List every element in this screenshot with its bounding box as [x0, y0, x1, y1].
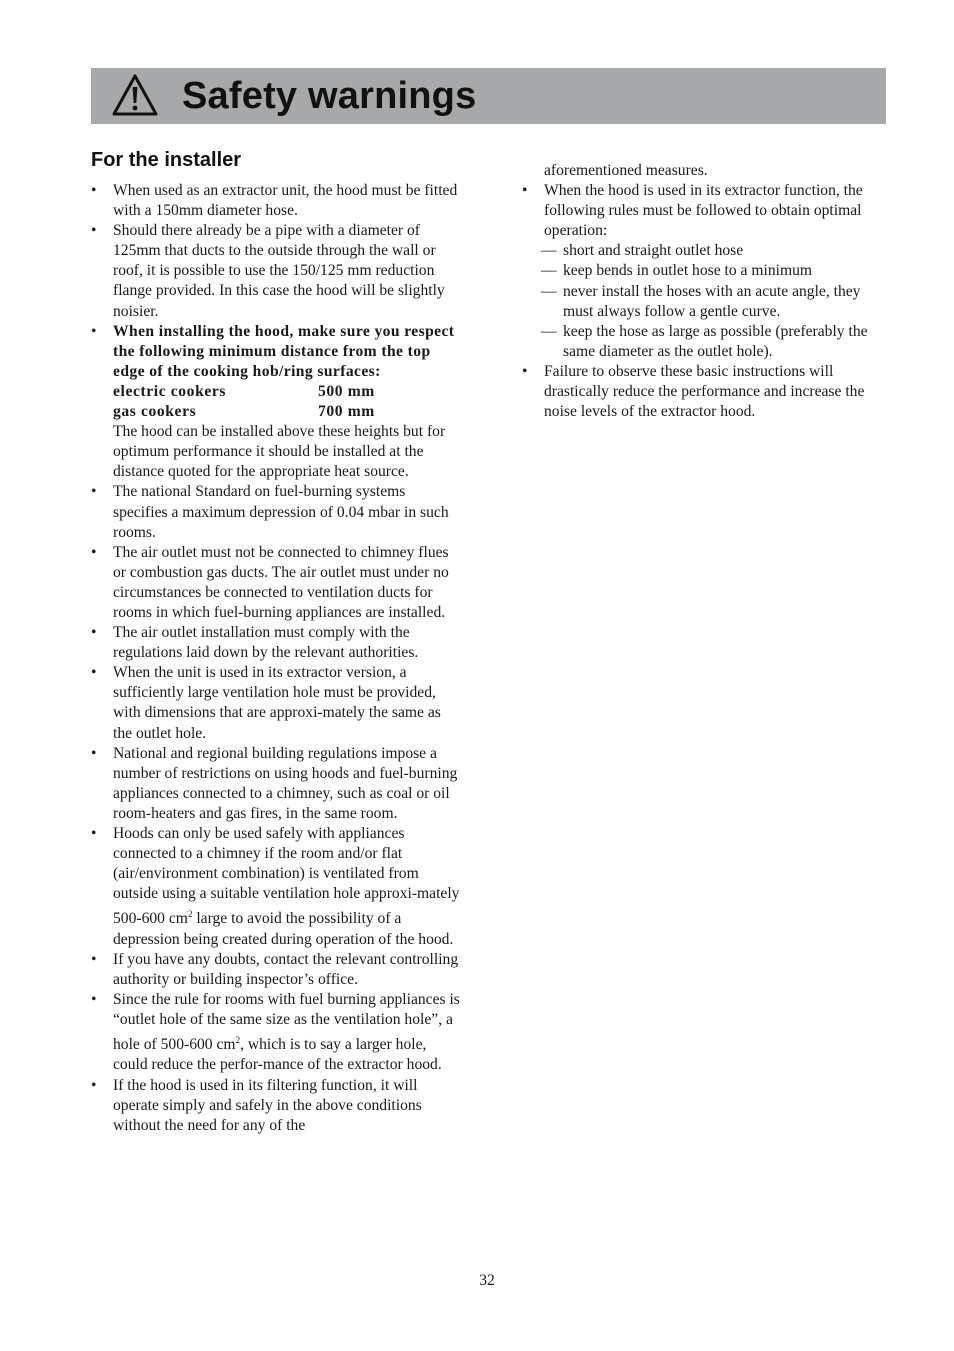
list-item — [91, 1076, 461, 1136]
list-item — [91, 990, 461, 1076]
list-item-text: Hoods can only be used safely with appliances connected to a chimney if the room and/or flat (air/environment combination) is ventilated from outside using a suitable ventilation hole approxi-mately 500-600 cm — [113, 825, 460, 928]
page-title: Safety warnings — [182, 75, 477, 117]
dash-mark: — — [541, 262, 557, 280]
dash-item — [522, 322, 894, 362]
list-item — [91, 744, 461, 824]
list-item-text: The national Standard on fuel-burning systems specifies a maximum depression of 0.04 mbar in such rooms. — [113, 483, 449, 541]
warning-triangle-icon — [111, 73, 159, 117]
distance-label: gas cookers — [113, 403, 197, 421]
list-item-text: When used as an extractor unit, the hood must be fitted with a 150mm diameter hose. — [113, 182, 458, 220]
list-item-text: The air outlet must not be connected to chimney flues or combustion gas ducts. The air outlet must under no circumstances be connected to ventilation ducts for rooms in which fuel-burning appliances are installed. — [113, 543, 449, 621]
list-item-text: Should there already be a pipe with a diameter of 125mm that ducts to the outside through the wall or roof, it is possible to use the 150/125 mm reduction flange provided. In this case the hood will be slightly noisier. — [113, 222, 445, 320]
list-item — [522, 181, 894, 241]
distance-value: 700 mm — [318, 403, 375, 421]
left-column — [91, 181, 461, 1136]
dash-mark: — — [541, 282, 557, 300]
dash-item — [522, 282, 894, 322]
list-item — [91, 663, 461, 743]
list-item — [91, 482, 461, 542]
section-heading: For the installer — [91, 149, 242, 171]
list-item-text: Failure to observe these basic instructions will drastically reduce the performance and increase the noise levels of the extractor hood. — [544, 362, 865, 421]
distance-label: electric cookers — [113, 382, 227, 400]
list-item-text: If you have any doubts, contact the relevant controlling authority or building inspector’s office. — [113, 950, 459, 988]
distance-instruction: • When installing the hood, make sure you respect the following minimum distance from the top edge of the cooking hob/ring surfaces: — [113, 322, 455, 380]
list-item — [91, 824, 461, 950]
distance-value: 500 mm — [318, 382, 375, 400]
list-item — [91, 623, 461, 663]
list-item-text: large to avoid the possibility of a depression being created during operation of the hood. — [113, 910, 454, 948]
list-item — [91, 950, 461, 990]
list-item-text: Since the rule for rooms with fuel burning appliances is “outlet hole of the same size as the ventilation hole”, a hole of 500-600 cm — [113, 990, 460, 1054]
dash-item-text: short and straight outlet hose — [563, 242, 744, 260]
list-item-text: When the unit is used in its extractor version, a sufficiently large ventilation hole must be provided, with dimensions that are approxi-mately the same as the outlet hole. — [113, 664, 441, 742]
list-item-text: The air outlet installation must comply with the regulations laid down by the relevant authorities. — [113, 624, 419, 662]
list-item-distance — [91, 322, 461, 483]
list-item-text: If the hood is used in its filtering function, it will operate simply and safely in the above conditions without the need for any of the — [113, 1076, 422, 1134]
right-column — [522, 161, 894, 422]
list-item — [522, 362, 894, 422]
distance-row-gas — [113, 402, 461, 422]
section-title-banner — [91, 68, 886, 124]
list-item-text: National and regional building regulations impose a number of restrictions on using hoods and fuel-burning appliances connected to a chimney, such as coal or oil room-heaters and gas fires, in the same room. — [113, 744, 458, 822]
distance-note: The hood can be installed above these heights but for optimum performance it should be installed at the distance quoted for the appropriate heat source. — [113, 423, 446, 481]
page-number: 32 — [479, 1272, 495, 1289]
superscript: 2 — [187, 909, 193, 920]
superscript: 2 — [235, 1035, 241, 1046]
dash-mark: — — [541, 322, 557, 340]
list-item — [91, 543, 461, 623]
distance-row-electric — [113, 382, 461, 402]
list-item-text: When the hood is used in its extractor function, the following rules must be followed to obtain optimal operation: — [544, 182, 863, 240]
list-item — [91, 181, 461, 221]
dash-item-text: keep bends in outlet hose to a minimum — [563, 262, 813, 280]
dash-mark: — — [541, 242, 557, 260]
list-item — [91, 221, 461, 321]
dash-item — [522, 241, 894, 261]
dash-item-text: keep the hose as large as possible (preferably the same diameter as the outlet hole). — [563, 322, 868, 360]
dash-item-text: never install the hoses with an acute angle, they must always follow a gentle curve. — [563, 282, 861, 320]
dash-item — [522, 261, 894, 281]
continued-text: aforementioned measures. — [544, 162, 708, 179]
list-item-text: , which is to say a larger hole, could reduce the perfor-mance of the extractor hood. — [113, 1036, 442, 1074]
